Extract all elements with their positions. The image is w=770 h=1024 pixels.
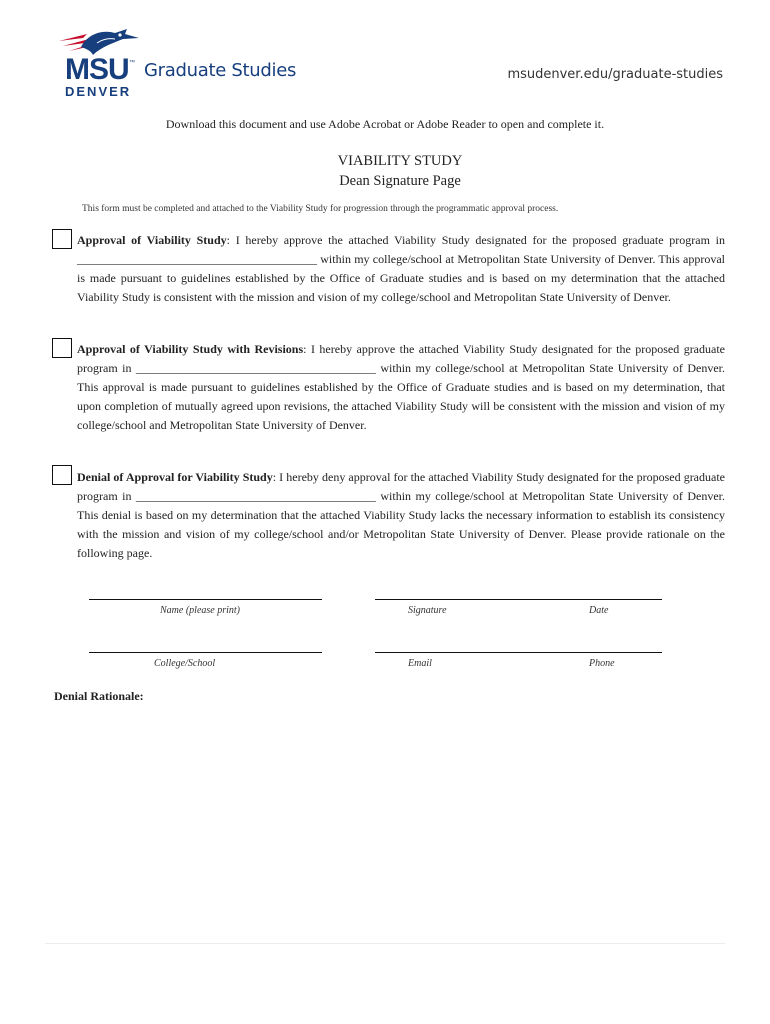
option-approval-revisions-label: Approval of Viability Study with Revisions	[77, 342, 304, 356]
title-line-1: VIABILITY STUDY	[337, 153, 463, 169]
email-phone-field[interactable]	[375, 652, 662, 653]
college-label: College/School	[154, 658, 216, 669]
site-url: msudenver.edu/graduate-studies	[507, 67, 723, 82]
signature-date-field[interactable]	[375, 599, 662, 600]
denial-rationale-field[interactable]	[45, 712, 725, 937]
option-denial-label: Denial of Approval for Viability Study	[77, 470, 273, 484]
college-field[interactable]	[89, 652, 322, 653]
option-approval	[77, 231, 725, 307]
phone-label: Phone	[589, 658, 615, 669]
msu-denver-logo	[55, 25, 295, 105]
option-approval-revisions	[77, 340, 725, 435]
option-approval-label: Approval of Viability Study	[77, 233, 227, 247]
date-label: Date	[589, 605, 609, 616]
logo-denver-text: DENVER	[65, 84, 132, 99]
logo-trademark: ™	[129, 60, 135, 66]
option-denial	[77, 468, 725, 563]
name-label: Name (please print)	[160, 605, 240, 616]
logo-graduate-studies: Graduate Studies	[144, 60, 297, 81]
option-approval-text: : I hereby approve the attached Viability Study designated for the proposed graduate program in ________________________________________ within my college/school at Metropolitan State University of Denver. This approval is made pursuant to guidelines established by the Office of Graduate studies and is based on my determination that the attached Viability Study is consistent with the mission and vision of my college/school and Metropolitan State University of Denver.	[77, 233, 726, 304]
signature-label: Signature	[408, 605, 447, 616]
approval-with-revisions-checkbox[interactable]	[52, 338, 72, 358]
page-title	[0, 151, 770, 191]
email-label: Email	[408, 658, 432, 669]
option-approval-revisions-text: : I hereby approve the attached Viability Study designated for the proposed graduate program in ________________________________________ within my college/school at Metropolitan State University of Denver. This approval is made pursuant to guidelines established by the Office of Graduate studies and is based on my determination, that upon completion of mutually agreed upon revisions, the attached Viability Study will be consistent with the mission and vision of my college/school and Metropolitan State University of Denver.	[77, 342, 725, 432]
title-line-2: Dean Signature Page	[339, 173, 461, 189]
download-instruction: Download this document and use Adobe Acrobat or Adobe Reader to open and complete it.	[165, 117, 605, 131]
denial-rationale-label: Denial Rationale:	[54, 689, 144, 703]
denial-checkbox[interactable]	[52, 465, 72, 485]
name-field[interactable]	[89, 599, 322, 600]
logo-msu-text: MSU	[65, 53, 129, 86]
footer-divider	[45, 943, 725, 944]
form-intro: This form must be completed and attached to the Viability Study for progression through the programmatic approval process.	[82, 204, 559, 214]
approval-checkbox[interactable]	[52, 229, 72, 249]
option-denial-text: : I hereby deny approval for the attached Viability Study designated for the proposed graduate program in ________________________________________ within my college/school at Metropolitan State University of Denver. This denial is based on my determination that the attached Viability Study lacks the necessary information to establish its consistency with the mission and vision of my college/school and/or Metropolitan State University of Denver. Please provide rationale on the following page.	[77, 470, 725, 560]
